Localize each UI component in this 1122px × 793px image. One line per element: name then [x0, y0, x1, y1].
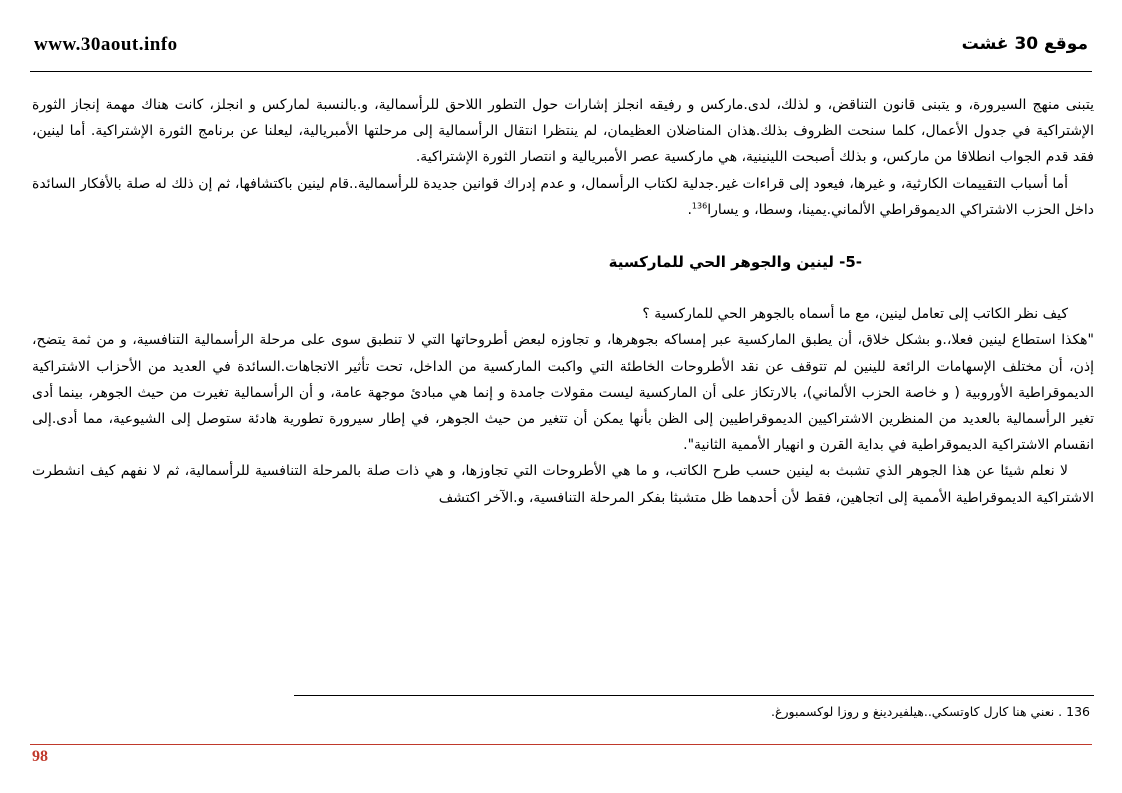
document-body — [32, 92, 1094, 511]
footnote-ref-136[interactable]: 136 — [691, 201, 708, 211]
paragraph-1: يتبنى منهج السيرورة، و يتبنى قانون التناقض، و لذلك، لدى.ماركس و رفيقه انجلز إشارات حول التطور اللاحق للرأسمالية، و.بالنسبة لماركس و انجلز، كانت هناك مهمة إنجاز الثورة الإشتراكية في جدول الأعمال، كلما سنحت الظروف بذلك.هذان المناضلان العظيمان، لم ينتظرا انتقال الرأسمالية إلى مرحلتها الأمبريالية، ليعلنا عن برنامج الثورة الإشتراكية. أما لينين، فقد قدم الجواب انطلاقا من ماركس، و بذلك أصبحت اللينينية، هي ماركسية عصر الأمبريالية و انتصار الثورة الإشتراكية. — [32, 97, 1094, 166]
section-heading: -5- لينين والجوهر الحي للماركسية — [608, 253, 862, 272]
footnote-divider — [294, 695, 1094, 696]
page-header — [30, 32, 1092, 72]
site-url[interactable]: www.30aout.info — [34, 34, 178, 55]
footnote-136: 136 . نعني هنا كارل كاوتسكي..هيلفيردينغ و روزا لوكسمبورغ. — [771, 704, 1090, 719]
paragraph-5: لا نعلم شيئا عن هذا الجوهر الذي تشبث به لينين حسب طرح الكاتب، و ما هي الأطروحات التي تجاوزها، و هي ذات صلة بالمرحلة التنافسية للرأسمالية، ثم لا نفهم كيف انشطرت الاشتراكية الديموقراطية الأممية إلى اتجاهين، فقط لأن أحدهما ظل متشبثا بفكر المرحلة التنافسية، و.الآخر اكتشف — [32, 463, 1094, 506]
paragraph-3: كيف نظر الكاتب إلى تعامل لينين، مع ما أسماه بالجوهر الحي للماركسية ؟ — [642, 306, 1068, 323]
header-divider — [30, 71, 1092, 72]
page-number: 98 — [32, 748, 48, 765]
quote-paragraph: "هكذا استطاع لينين فعلا،.و بشكل خلاق، أن يطبق الماركسية عبر إمساكه بجوهرها، و تجاوزه لبعض أطروحاتها التي لا تنطبق سوى على مرحلة الرأسمالية التنافسية، و من ثمة يتضح، إذن، أن مختلف الإسهامات الرائعة للينين لم تتوقف عن نقد الأطروحات الخاطئة التي واكبت الماركسية من الداخل، تحت تأثير الاتجاهات.السائدة في العديد من الأحزاب الاشتراكية الديموقراطية الأوروبية ( و خاصة الحزب الألماني)، بالارتكاز على أن الماركسية ليست مقولات جامدة و إنما هي مبادئ موجهة عامة، و أن الرأسمالية تغيرت من حيث الجوهر، بينما أدى تغير الرأسمالية بالعديد من المنظرين الاشتراكيين الديموقراطيين إلى الظن بأنها يمكن أن تتغير من حيث الجوهر، في إطار سيرورة تطورية هادئة ستوصل إلى الشيوعية، مما أدى.إلى انقسام الاشتراكية الديموقراطية في بداية القرن و انهيار الأممية الثانية". — [32, 332, 1094, 454]
paragraph-2-text: أما أسباب التقييمات الكارثية، و غيرها، فيعود إلى قراءات غير.جدلية لكتاب الرأسمال، و عدم إدراك قوانين جديدة للرأسمالية..قام لينين باكتشافها، ثم إن ذلك له صلة بالأفكار السائدة داخل الحزب الاشتراكي الديموقراطي الألماني.يمينا، وسطا، و يسارا — [32, 175, 1094, 218]
paragraph-2: أما أسباب التقييمات الكارثية، و غيرها، فيعود إلى قراءات غير.جدلية لكتاب الرأسمال، و عدم إدراك قوانين جديدة للرأسمالية..قام لينين باكتشافها، ثم إن ذلك له صلة بالأفكار السائدة داخل الحزب الاشتراكي الديموقراطي الألماني.يمينا، وسطا، و يسارا$^{136}$. — [32, 175, 1094, 218]
footer-divider — [30, 744, 1092, 745]
site-name: موقع 30 غشت — [961, 34, 1088, 54]
